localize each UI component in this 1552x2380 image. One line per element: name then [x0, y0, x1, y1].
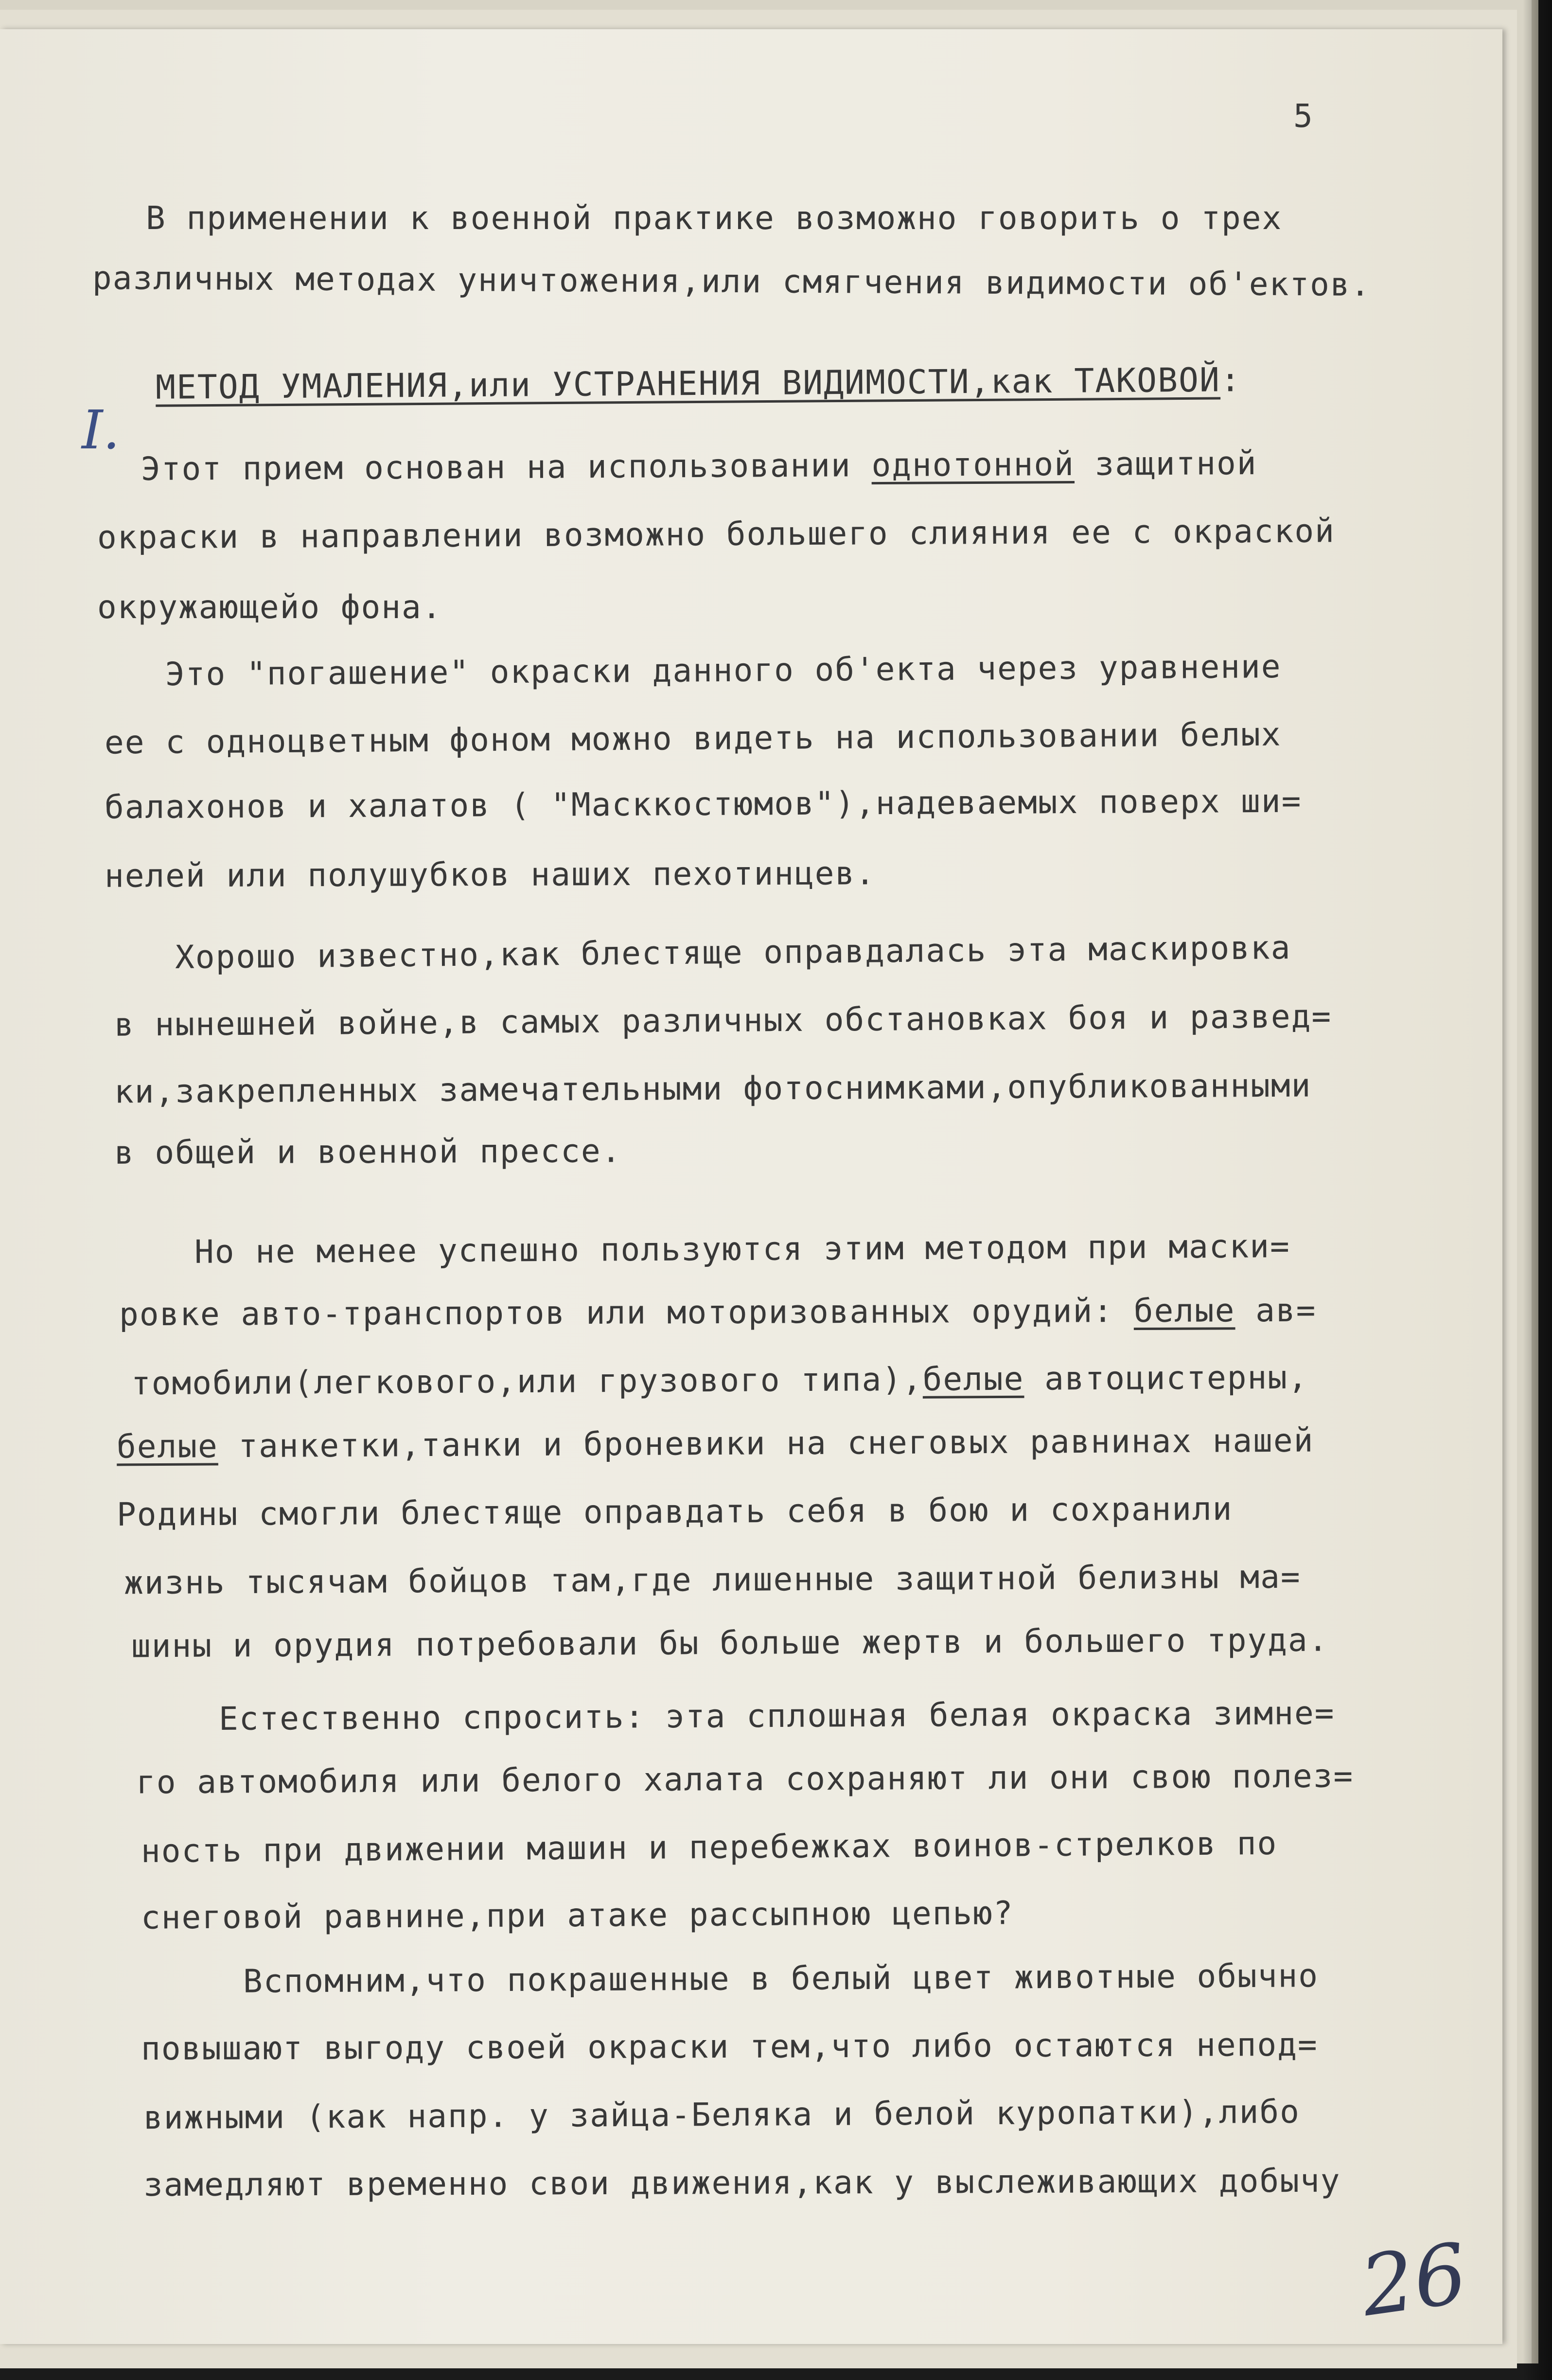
text-line — [143, 2093, 1300, 2136]
text-segment: автоцистерны, — [1024, 1358, 1308, 1398]
underlined-text: однотонной — [871, 445, 1075, 484]
text-segment: Естественно спросить: эта сплошная белая окраска зимне= — [218, 1694, 1335, 1738]
text-line — [131, 1359, 1308, 1403]
text-segment: Вспомним,что покрашенные в белый цвет животные обычно — [243, 1957, 1319, 2000]
text-segment: различных методах уничтожения,или смягчения видимости об'ектов. — [92, 259, 1371, 303]
text-line — [97, 512, 1335, 556]
text-segment: Это "погашение" окраски данного об'екта через уравнение — [165, 647, 1282, 693]
archive-page-number: 26 — [1355, 2225, 1473, 2336]
underlined-text: белые — [922, 1360, 1024, 1398]
text-segment: в общей и военной прессе. — [114, 1132, 622, 1172]
text-segment: балахонов и халатов ( "Масккостюмов"),надеваемых поверх ши= — [104, 782, 1302, 826]
heading-marker: I. — [82, 399, 120, 461]
text-line — [105, 854, 876, 895]
text-segment: шины и орудия потребовали бы больше жертв и большего труда. — [131, 1621, 1329, 1665]
text-segment: в нынешней войне,в самых различных обстановках боя и развед= — [114, 997, 1332, 1044]
text-segment: ровке авто-транспортов или моторизованных орудий: — [119, 1292, 1134, 1333]
text-line — [141, 444, 1257, 488]
text-line — [105, 782, 1302, 826]
text-segment: ее с одноцветным фоном можно видеть на использовании белых — [104, 715, 1282, 762]
text-line — [114, 997, 1332, 1043]
text-segment: Родины смогли блестяще оправдать себя в бою и сохранили — [116, 1490, 1233, 1534]
section-heading — [156, 361, 1241, 407]
text-segment: В применении к военной практике возможно говорить о трех — [146, 199, 1283, 237]
text-segment: томобили(легкового,или грузового типа), — [131, 1360, 923, 1403]
text-line — [114, 1067, 1312, 1111]
text-segment: вижными (как напр. у зайца-Беляка и белой куропатки),либо — [143, 2093, 1301, 2137]
text-line — [141, 1825, 1278, 1870]
text-line — [136, 1757, 1354, 1801]
text-line — [114, 1132, 622, 1172]
text-segment: повышают выгоду своей окраски тем,что либо остаются непод= — [141, 2025, 1318, 2068]
text-line — [143, 2162, 1341, 2204]
text-segment: Этот прием основан на использовании — [141, 446, 872, 488]
underlined-text: белые — [116, 1427, 218, 1466]
underlined-text: МЕТОД УМАЛЕНИЯ,или УСТРАНЕНИЯ ВИДИМОСТИ,как ТАКОВОЙ — [155, 361, 1221, 407]
text-line — [117, 1490, 1233, 1533]
text-segment: замедляют временно свои движения,как у выслеживающих добычу — [143, 2162, 1341, 2204]
text-line — [141, 1894, 1014, 1936]
text-line — [165, 648, 1282, 693]
text-line — [141, 2026, 1318, 2067]
text-segment: жизнь тысячам бойцов там,где лишенные защитной белизны ма= — [123, 1558, 1301, 1602]
text-segment: окраски в направлении возможно большего слияния ее с окраской — [97, 512, 1336, 556]
text-segment: нелей или полушубков наших пехотинцев. — [104, 854, 876, 895]
text-line — [124, 1558, 1301, 1602]
text-line — [117, 1422, 1314, 1466]
text-segment: танкетки,танки и броневики на снеговых равнинах нашей — [218, 1421, 1314, 1465]
text-segment: го автомобиля или белого халата сохраняют ли они свою полез= — [136, 1757, 1354, 1801]
typed-page — [0, 29, 1502, 2344]
text-segment: окружающейо фона. — [97, 588, 442, 626]
page-number: 5 — [1293, 97, 1313, 135]
text-segment: ав= — [1235, 1291, 1317, 1330]
page-edge-shadow — [1523, 0, 1552, 2380]
text-line — [243, 1957, 1319, 2000]
text-line — [194, 1227, 1290, 1271]
text-line — [105, 716, 1282, 762]
text-line — [146, 199, 1282, 237]
text-line — [219, 1694, 1335, 1738]
text-segment: защитной — [1074, 444, 1257, 483]
text-segment: Хорошо известно,как блестяще оправдалась эта маскировка — [175, 928, 1291, 977]
text-line — [131, 1621, 1329, 1665]
text-segment: : — [1220, 361, 1242, 400]
underlined-text: белые — [1133, 1292, 1235, 1330]
text-line — [119, 1292, 1317, 1333]
text-line — [97, 588, 442, 626]
text-line — [175, 929, 1291, 976]
text-line — [92, 259, 1371, 303]
text-segment: снеговой равнине,при атаке рассыпною цепью? — [141, 1894, 1014, 1936]
text-segment: ность при движении машин и перебежках воинов-стрелков по — [141, 1824, 1278, 1870]
text-segment: ки,закрепленных замечательными фотоснимками,опубликованными — [114, 1066, 1312, 1111]
text-segment: Но не менее успешно пользуются этим методом при маски= — [194, 1227, 1290, 1271]
